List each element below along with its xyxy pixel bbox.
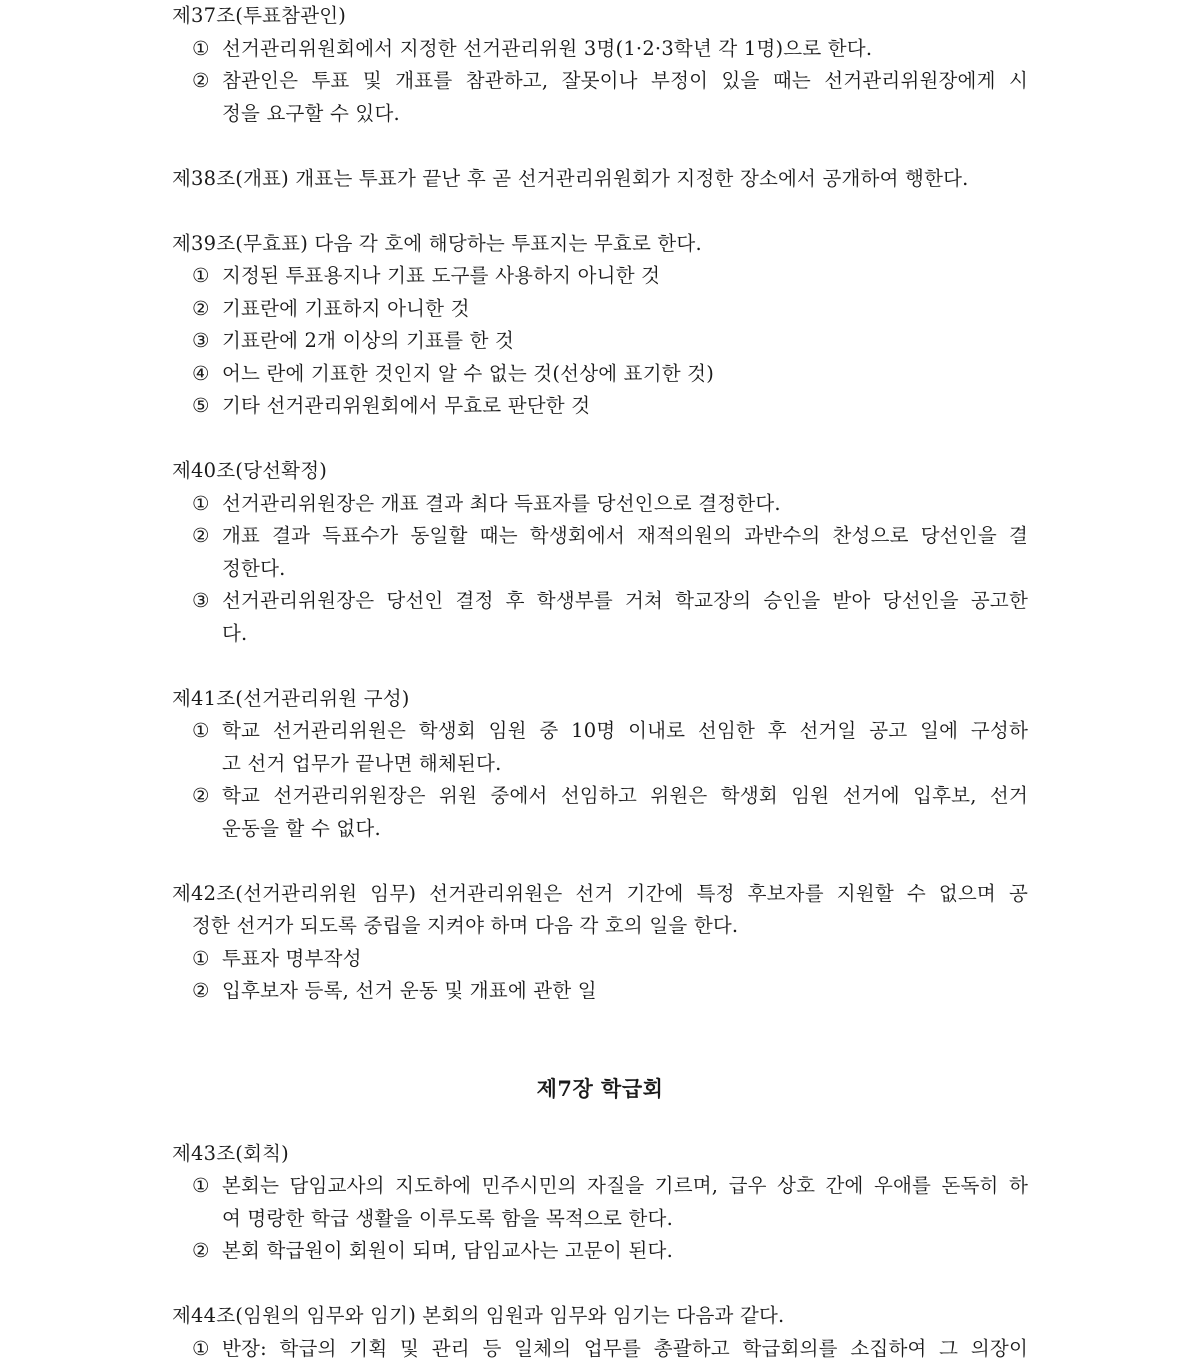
- article-37-item-2-continued: 정을 요구할 수 있다.: [172, 98, 1028, 131]
- item-text: 학교 선거관리위원은 학생회 임원 중 10명 이내로 선임한 후 선거일 공고 일에 구성하: [222, 715, 1028, 748]
- spacer: [172, 845, 1028, 878]
- item-number: ①: [192, 1333, 222, 1365]
- spacer: [172, 1040, 1028, 1073]
- item-text: 선거관리위원장은 당선인 결정 후 학생부를 거쳐 학교장의 승인을 받아 당선인을 공고한: [222, 585, 1028, 618]
- item-text: 투표자 명부작성: [222, 943, 1028, 976]
- article-42-item-2: [172, 975, 1028, 1008]
- article-44-title: 제44조(임원의 임무와 임기) 본회의 임원과 임무와 임기는 다음과 같다.: [172, 1300, 1028, 1333]
- article-40-item-2-continued: 정한다.: [172, 553, 1028, 586]
- item-text: 선거관리위원회에서 지정한 선거관리위원 3명(1·2·3학년 각 1명)으로 한다.: [222, 33, 1028, 66]
- item-number: ⑤: [192, 390, 222, 423]
- item-number: ②: [192, 780, 222, 813]
- article-41-item-2-continued: 운동을 할 수 없다.: [172, 813, 1028, 846]
- article-37-item-1: [172, 33, 1028, 66]
- article-42-title-continued: 정한 선거가 되도록 중립을 지켜야 하며 다음 각 호의 일을 한다.: [172, 910, 1028, 943]
- spacer: [172, 650, 1028, 683]
- item-number: ①: [192, 488, 222, 521]
- article-39-item-2: [172, 293, 1028, 326]
- article-38-title: 제38조(개표) 개표는 투표가 끝난 후 곧 선거관리위원회가 지정한 장소에서 공개하여 행한다.: [172, 163, 1028, 196]
- spacer: [172, 1268, 1028, 1301]
- article-39-title: 제39조(무효표) 다음 각 호에 해당하는 투표지는 무효로 한다.: [172, 228, 1028, 261]
- item-text: 입후보자 등록, 선거 운동 및 개표에 관한 일: [222, 975, 1028, 1008]
- article-40-item-2: [172, 520, 1028, 553]
- item-text: 개표 결과 득표수가 동일할 때는 학생회에서 재적의원의 과반수의 찬성으로 당선인을 결: [222, 520, 1028, 553]
- article-41-item-1: [172, 715, 1028, 748]
- article-40-item-3: [172, 585, 1028, 618]
- item-number: ②: [192, 975, 222, 1008]
- item-text: 본회 학급원이 회원이 되며, 담임교사는 고문이 된다.: [222, 1235, 1028, 1268]
- item-text: 반장: 학급의 기획 및 관리 등 일체의 업무를 총괄하고 학급회의를 소집하여 그 의장이: [222, 1333, 1028, 1365]
- spacer: [172, 130, 1028, 163]
- article-39-item-5: [172, 390, 1028, 423]
- spacer: [172, 195, 1028, 228]
- article-37-item-2: [172, 65, 1028, 98]
- article-41-item-2: [172, 780, 1028, 813]
- article-39-item-3: [172, 325, 1028, 358]
- item-number: ①: [192, 1170, 222, 1203]
- item-number: ②: [192, 65, 222, 98]
- item-text: 학교 선거관리위원장은 위원 중에서 선임하고 위원은 학생회 임원 선거에 입후보, 선거: [222, 780, 1028, 813]
- article-37-title: 제37조(투표참관인): [172, 0, 1028, 33]
- item-text: 어느 란에 기표한 것인지 알 수 없는 것(선상에 표기한 것): [222, 358, 1028, 391]
- article-44-item-1: [172, 1333, 1028, 1365]
- document-page: [172, 0, 1028, 1365]
- item-number: ①: [192, 715, 222, 748]
- item-number: ①: [192, 33, 222, 66]
- article-43-title: 제43조(회칙): [172, 1138, 1028, 1171]
- item-number: ③: [192, 325, 222, 358]
- article-41-item-1-continued: 고 선거 업무가 끝나면 해체된다.: [172, 748, 1028, 781]
- item-text: 지정된 투표용지나 기표 도구를 사용하지 아니한 것: [222, 260, 1028, 293]
- item-number: ②: [192, 520, 222, 553]
- item-number: ③: [192, 585, 222, 618]
- item-text: 참관인은 투표 및 개표를 참관하고, 잘못이나 부정이 있을 때는 선거관리위원장에게 시: [222, 65, 1028, 98]
- article-42-item-1: [172, 943, 1028, 976]
- chapter-heading: 제7장 학급회: [172, 1073, 1028, 1106]
- item-number: ①: [192, 943, 222, 976]
- spacer: [172, 1008, 1028, 1041]
- item-text: 기표란에 2개 이상의 기표를 한 것: [222, 325, 1028, 358]
- article-43-item-2: [172, 1235, 1028, 1268]
- item-number: ②: [192, 1235, 222, 1268]
- spacer: [172, 1105, 1028, 1138]
- article-40-item-1: [172, 488, 1028, 521]
- spacer: [172, 423, 1028, 456]
- article-40-item-3-continued: 다.: [172, 618, 1028, 651]
- article-39-item-4: [172, 358, 1028, 391]
- item-text: 선거관리위원장은 개표 결과 최다 득표자를 당선인으로 결정한다.: [222, 488, 1028, 521]
- article-41-title: 제41조(선거관리위원 구성): [172, 683, 1028, 716]
- item-text: 기표란에 기표하지 아니한 것: [222, 293, 1028, 326]
- item-text: 본회는 담임교사의 지도하에 민주시민의 자질을 기르며, 급우 상호 간에 우애를 돈독히 하: [222, 1170, 1028, 1203]
- item-text: 기타 선거관리위원회에서 무효로 판단한 것: [222, 390, 1028, 423]
- item-number: ②: [192, 293, 222, 326]
- article-43-item-1: [172, 1170, 1028, 1203]
- article-40-title: 제40조(당선확정): [172, 455, 1028, 488]
- article-39-item-1: [172, 260, 1028, 293]
- item-number: ④: [192, 358, 222, 391]
- article-43-item-1-continued: 여 명랑한 학급 생활을 이루도록 함을 목적으로 한다.: [172, 1203, 1028, 1236]
- item-number: ①: [192, 260, 222, 293]
- article-42-title: 제42조(선거관리위원 임무) 선거관리위원은 선거 기간에 특정 후보자를 지원할 수 없으며 공: [172, 878, 1028, 911]
